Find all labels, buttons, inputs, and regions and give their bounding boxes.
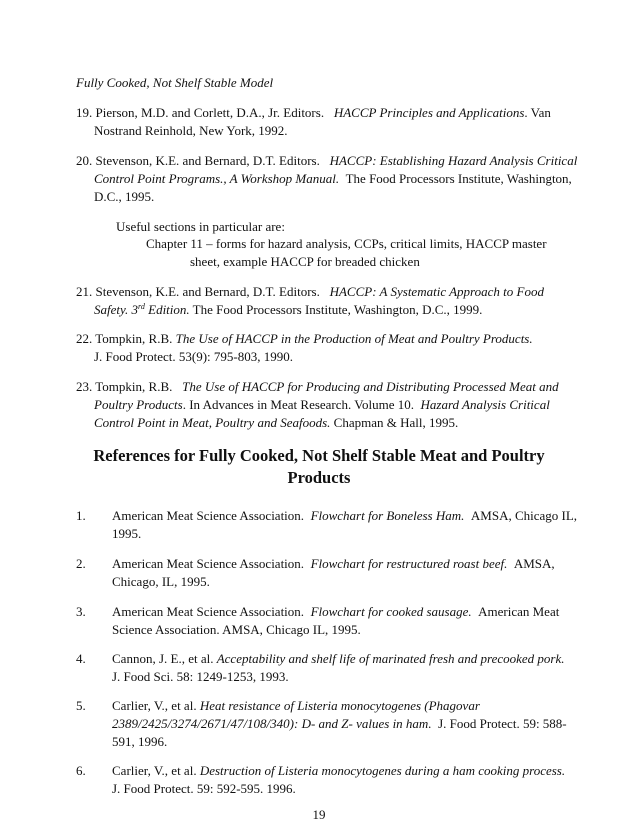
reference-number: 20.: [76, 153, 93, 168]
bottom-reference-6-line-2: J. Food Protect. 59: 592-595. 1996.: [112, 781, 296, 796]
reference-20-note-line-1: Chapter 11 – forms for hazard analysis, CCPs, critical limits, HACCP master: [146, 236, 547, 251]
bottom-reference-5-number: 5.: [76, 698, 86, 713]
reference-number: 21.: [76, 284, 93, 299]
references-heading-line-2: Products: [287, 468, 351, 487]
bottom-reference-6-line-1: Carlier, V., et al. Destruction of Listeria monocytogenes during a ham cooking process.: [112, 763, 566, 778]
reference-title: Flowchart for cooked sausage.: [310, 604, 472, 619]
reference-title: Acceptability and shelf life of marinated fresh and precooked pork.: [216, 651, 565, 666]
reference-title: The Use of HACCP for Producing and Distributing Processed Meat and: [182, 379, 559, 394]
bottom-reference-3-line-2: Science Association. AMSA, Chicago IL, 1995.: [112, 622, 361, 637]
reference-20-line-3: D.C., 1995.: [94, 189, 155, 204]
reference-19-line-1: 19. Pierson, M.D. and Corlett, D.A., Jr. Editors. HACCP Principles and Applications. Van: [76, 105, 551, 120]
bottom-reference-4-line-1: Cannon, J. E., et al. Acceptability and shelf life of marinated fresh and precooked pork.: [112, 651, 565, 666]
reference-title: Flowchart for restructured roast beef.: [310, 556, 508, 571]
bottom-reference-5-line-3: 591, 1996.: [112, 734, 168, 749]
reference-22-line-1: 22. Tompkin, R.B. The Use of HACCP in the Production of Meat and Poultry Products.: [76, 331, 533, 346]
page-number: 19: [312, 807, 326, 822]
reference-23-line-1: 23. Tompkin, R.B. The Use of HACCP for Producing and Distributing Processed Meat and: [76, 379, 559, 394]
reference-title: HACCP Principles and Applications: [333, 105, 525, 120]
reference-23-line-3: Control Point in Meat, Poultry and Seafoods. Chapman & Hall, 1995.: [94, 415, 459, 430]
bottom-reference-1-number: 1.: [76, 508, 86, 523]
reference-20-line-1: 20. Stevenson, K.E. and Bernard, D.T. Editors. HACCP: Establishing Hazard Analysis Critical: [76, 153, 578, 168]
bottom-reference-3-number: 3.: [76, 604, 86, 619]
bottom-reference-4-number: 4.: [76, 651, 86, 666]
reference-number: 22.: [76, 331, 93, 346]
reference-number: 23.: [76, 379, 93, 394]
bottom-reference-2-number: 2.: [76, 556, 86, 571]
bottom-reference-5-line-1: Carlier, V., et al. Heat resistance of Listeria monocytogenes (Phagovar: [112, 698, 480, 713]
bottom-reference-4-line-2: J. Food Sci. 58: 1249-1253, 1993.: [112, 669, 289, 684]
reference-19-line-2: Nostrand Reinhold, New York, 1992.: [94, 123, 288, 138]
bottom-reference-2-line-2: Chicago, IL, 1995.: [112, 574, 210, 589]
bottom-reference-1-line-1: American Meat Science Association. Flowchart for Boneless Ham. AMSA, Chicago IL,: [112, 508, 578, 523]
reference-20-note-line-2: sheet, example HACCP for breaded chicken: [190, 254, 420, 269]
bottom-reference-1-line-2: 1995.: [112, 526, 142, 541]
reference-title: The Use of HACCP in the Production of Meat and Poultry Products.: [175, 331, 533, 346]
bottom-reference-2-line-1: American Meat Science Association. Flowchart for restructured roast beef. AMSA,: [112, 556, 555, 571]
reference-22-line-2: J. Food Protect. 53(9): 795-803, 1990.: [94, 349, 293, 364]
reference-20-note-intro: Useful sections in particular are:: [116, 219, 285, 234]
reference-title: HACCP: Establishing Hazard Analysis Critical: [329, 153, 578, 168]
reference-title: Heat resistance of Listeria monocytogenes (Phagovar: [199, 698, 480, 713]
reference-21-line-1: 21. Stevenson, K.E. and Bernard, D.T. Editors. HACCP: A Systematic Approach to Food: [76, 284, 544, 299]
bottom-reference-3-line-1: American Meat Science Association. Flowchart for cooked sausage. American Meat: [112, 604, 560, 619]
reference-23-line-2: Poultry Products. In Advances in Meat Research. Volume 10. Hazard Analysis Critical: [94, 397, 550, 412]
reference-20-line-2: Control Point Programs., A Workshop Manual. The Food Processors Institute, Washington,: [94, 171, 572, 186]
bottom-reference-6-number: 6.: [76, 763, 86, 778]
reference-number: 19.: [76, 105, 93, 120]
reference-title: Flowchart for Boneless Ham.: [310, 508, 465, 523]
reference-title: Destruction of Listeria monocytogenes during a ham cooking process.: [199, 763, 566, 778]
reference-21-line-2: Safety. 3rd Edition. The Food Processors Institute, Washington, D.C., 1999.: [94, 302, 483, 317]
references-heading-line-1: References for Fully Cooked, Not Shelf Stable Meat and Poultry: [93, 446, 545, 465]
reference-title: HACCP: A Systematic Approach to Food: [329, 284, 544, 299]
bottom-reference-5-line-2: 2389/2425/3274/2671/47/108/340): D- and Z- values in ham. J. Food Protect. 59: 588-: [112, 716, 567, 731]
section-title: Fully Cooked, Not Shelf Stable Model: [76, 75, 274, 90]
